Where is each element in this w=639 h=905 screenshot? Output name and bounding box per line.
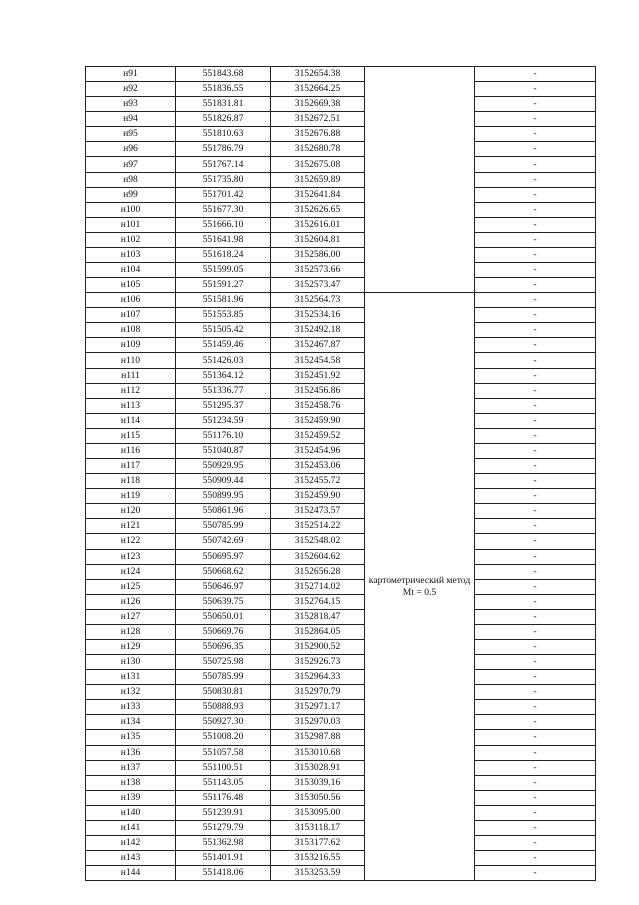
point-id-cell: н138 bbox=[86, 775, 176, 790]
point-id-cell: н127 bbox=[86, 609, 176, 624]
x-coordinate-cell: 551677.30 bbox=[176, 202, 271, 217]
table-row bbox=[86, 820, 596, 835]
mark-cell: - bbox=[475, 278, 596, 293]
table-row bbox=[86, 157, 596, 172]
point-id-cell: н101 bbox=[86, 217, 176, 232]
mark-cell: - bbox=[475, 760, 596, 775]
x-coordinate-cell: 550927.30 bbox=[176, 715, 271, 730]
point-id-cell: н114 bbox=[86, 413, 176, 428]
table-row bbox=[86, 670, 596, 685]
table-row bbox=[86, 202, 596, 217]
y-coordinate-cell: 3153095.00 bbox=[271, 805, 365, 820]
y-coordinate-cell: 3152451.92 bbox=[271, 368, 365, 383]
mark-cell: - bbox=[475, 670, 596, 685]
y-coordinate-cell: 3152664.25 bbox=[271, 82, 365, 97]
mark-cell: - bbox=[475, 443, 596, 458]
x-coordinate-cell: 551295.37 bbox=[176, 398, 271, 413]
x-coordinate-cell: 551666.10 bbox=[176, 217, 271, 232]
mark-cell: - bbox=[475, 142, 596, 157]
point-id-cell: н120 bbox=[86, 504, 176, 519]
table-row bbox=[86, 142, 596, 157]
x-coordinate-cell: 551143.05 bbox=[176, 775, 271, 790]
y-coordinate-cell: 3152987.88 bbox=[271, 730, 365, 745]
coordinates-table bbox=[85, 66, 596, 881]
mark-cell: - bbox=[475, 338, 596, 353]
y-coordinate-cell: 3152453.06 bbox=[271, 459, 365, 474]
y-coordinate-cell: 3152458.76 bbox=[271, 398, 365, 413]
point-id-cell: н144 bbox=[86, 866, 176, 881]
mark-cell: - bbox=[475, 519, 596, 534]
mark-cell: - bbox=[475, 851, 596, 866]
mark-cell: - bbox=[475, 112, 596, 127]
x-coordinate-cell: 551364.12 bbox=[176, 368, 271, 383]
table-row bbox=[86, 489, 596, 504]
x-coordinate-cell: 551239.91 bbox=[176, 805, 271, 820]
y-coordinate-cell: 3152900.52 bbox=[271, 639, 365, 654]
mark-cell: - bbox=[475, 263, 596, 278]
table-row bbox=[86, 127, 596, 142]
table-row bbox=[86, 594, 596, 609]
point-id-cell: н137 bbox=[86, 760, 176, 775]
y-coordinate-cell: 3152514.22 bbox=[271, 519, 365, 534]
y-coordinate-cell: 3152764.15 bbox=[271, 594, 365, 609]
table-row bbox=[86, 82, 596, 97]
y-coordinate-cell: 3152626.65 bbox=[271, 202, 365, 217]
point-id-cell: н97 bbox=[86, 157, 176, 172]
y-coordinate-cell: 3153216.55 bbox=[271, 851, 365, 866]
y-coordinate-cell: 3152659.89 bbox=[271, 172, 365, 187]
table-row bbox=[86, 579, 596, 594]
point-id-cell: н132 bbox=[86, 685, 176, 700]
point-id-cell: н110 bbox=[86, 353, 176, 368]
table-row bbox=[86, 474, 596, 489]
mark-cell: - bbox=[475, 639, 596, 654]
point-id-cell: н134 bbox=[86, 715, 176, 730]
y-coordinate-cell: 3152604.62 bbox=[271, 549, 365, 564]
table-row bbox=[86, 790, 596, 805]
x-coordinate-cell: 551505.42 bbox=[176, 323, 271, 338]
x-coordinate-cell: 550646.97 bbox=[176, 579, 271, 594]
x-coordinate-cell: 550861.96 bbox=[176, 504, 271, 519]
point-id-cell: н95 bbox=[86, 127, 176, 142]
y-coordinate-cell: 3152641.84 bbox=[271, 187, 365, 202]
y-coordinate-cell: 3153039.16 bbox=[271, 775, 365, 790]
y-coordinate-cell: 3153028.91 bbox=[271, 760, 365, 775]
mark-cell: - bbox=[475, 655, 596, 670]
point-id-cell: н123 bbox=[86, 549, 176, 564]
table-row bbox=[86, 263, 596, 278]
table-row bbox=[86, 172, 596, 187]
mark-cell: - bbox=[475, 534, 596, 549]
x-coordinate-cell: 551336.77 bbox=[176, 383, 271, 398]
point-id-cell: н140 bbox=[86, 805, 176, 820]
mark-cell: - bbox=[475, 866, 596, 881]
x-coordinate-cell: 551008.20 bbox=[176, 730, 271, 745]
y-coordinate-cell: 3153177.62 bbox=[271, 835, 365, 850]
table-row bbox=[86, 383, 596, 398]
y-coordinate-cell: 3152455.72 bbox=[271, 474, 365, 489]
mark-cell: - bbox=[475, 398, 596, 413]
x-coordinate-cell: 550650.01 bbox=[176, 609, 271, 624]
point-id-cell: н109 bbox=[86, 338, 176, 353]
table-row bbox=[86, 745, 596, 760]
mark-cell: - bbox=[475, 172, 596, 187]
point-id-cell: н135 bbox=[86, 730, 176, 745]
x-coordinate-cell: 550639.75 bbox=[176, 594, 271, 609]
x-coordinate-cell: 551581.96 bbox=[176, 293, 271, 308]
table-row bbox=[86, 353, 596, 368]
mark-cell: - bbox=[475, 504, 596, 519]
y-coordinate-cell: 3152604.81 bbox=[271, 232, 365, 247]
table-row bbox=[86, 308, 596, 323]
mark-cell: - bbox=[475, 428, 596, 443]
table-row bbox=[86, 368, 596, 383]
y-coordinate-cell: 3152473.57 bbox=[271, 504, 365, 519]
y-coordinate-cell: 3153010.68 bbox=[271, 745, 365, 760]
table-row bbox=[86, 247, 596, 262]
y-coordinate-cell: 3152672.51 bbox=[271, 112, 365, 127]
table-row bbox=[86, 504, 596, 519]
mark-cell: - bbox=[475, 549, 596, 564]
table-row bbox=[86, 655, 596, 670]
table-row bbox=[86, 398, 596, 413]
table-row bbox=[86, 564, 596, 579]
table-row bbox=[86, 805, 596, 820]
x-coordinate-cell: 551786.79 bbox=[176, 142, 271, 157]
x-coordinate-cell: 550669.76 bbox=[176, 624, 271, 639]
point-id-cell: н125 bbox=[86, 579, 176, 594]
mark-cell: - bbox=[475, 459, 596, 474]
point-id-cell: н126 bbox=[86, 594, 176, 609]
x-coordinate-cell: 551057.58 bbox=[176, 745, 271, 760]
x-coordinate-cell: 551426.03 bbox=[176, 353, 271, 368]
y-coordinate-cell: 3152573.47 bbox=[271, 278, 365, 293]
y-coordinate-cell: 3152964.33 bbox=[271, 670, 365, 685]
coordinates-table-body bbox=[86, 67, 596, 881]
y-coordinate-cell: 3152573.66 bbox=[271, 263, 365, 278]
mark-cell: - bbox=[475, 353, 596, 368]
x-coordinate-cell: 550696.35 bbox=[176, 639, 271, 654]
x-coordinate-cell: 551234.59 bbox=[176, 413, 271, 428]
mark-cell: - bbox=[475, 624, 596, 639]
point-id-cell: н93 bbox=[86, 97, 176, 112]
mark-cell: - bbox=[475, 67, 596, 82]
mark-cell: - bbox=[475, 715, 596, 730]
y-coordinate-cell: 3152454.58 bbox=[271, 353, 365, 368]
table-row bbox=[86, 851, 596, 866]
mark-cell: - bbox=[475, 293, 596, 308]
point-id-cell: н107 bbox=[86, 308, 176, 323]
y-coordinate-cell: 3152714.02 bbox=[271, 579, 365, 594]
y-coordinate-cell: 3152456.86 bbox=[271, 383, 365, 398]
mark-cell: - bbox=[475, 187, 596, 202]
x-coordinate-cell: 550785.99 bbox=[176, 670, 271, 685]
x-coordinate-cell: 550668.62 bbox=[176, 564, 271, 579]
y-coordinate-cell: 3152467.87 bbox=[271, 338, 365, 353]
x-coordinate-cell: 551553.85 bbox=[176, 308, 271, 323]
x-coordinate-cell: 550785.99 bbox=[176, 519, 271, 534]
x-coordinate-cell: 550725.98 bbox=[176, 655, 271, 670]
table-row bbox=[86, 232, 596, 247]
y-coordinate-cell: 3152616.01 bbox=[271, 217, 365, 232]
table-row bbox=[86, 293, 596, 308]
point-id-cell: н118 bbox=[86, 474, 176, 489]
table-row bbox=[86, 715, 596, 730]
point-id-cell: н122 bbox=[86, 534, 176, 549]
table-row bbox=[86, 519, 596, 534]
mark-cell: - bbox=[475, 247, 596, 262]
table-row bbox=[86, 338, 596, 353]
mark-cell: - bbox=[475, 489, 596, 504]
x-coordinate-cell: 551401.91 bbox=[176, 851, 271, 866]
y-coordinate-cell: 3152680.78 bbox=[271, 142, 365, 157]
point-id-cell: н100 bbox=[86, 202, 176, 217]
x-coordinate-cell: 550909.44 bbox=[176, 474, 271, 489]
table-row bbox=[86, 443, 596, 458]
method-cell-blank bbox=[365, 67, 475, 293]
y-coordinate-cell: 3152971.17 bbox=[271, 700, 365, 715]
mark-cell: - bbox=[475, 157, 596, 172]
point-id-cell: н92 bbox=[86, 82, 176, 97]
y-coordinate-cell: 3153253.59 bbox=[271, 866, 365, 881]
point-id-cell: н130 bbox=[86, 655, 176, 670]
mark-cell: - bbox=[475, 579, 596, 594]
point-id-cell: н133 bbox=[86, 700, 176, 715]
y-coordinate-cell: 3152534.16 bbox=[271, 308, 365, 323]
table-row bbox=[86, 278, 596, 293]
point-id-cell: н141 bbox=[86, 820, 176, 835]
x-coordinate-cell: 551459.46 bbox=[176, 338, 271, 353]
y-coordinate-cell: 3152864.05 bbox=[271, 624, 365, 639]
point-id-cell: н102 bbox=[86, 232, 176, 247]
point-id-cell: н105 bbox=[86, 278, 176, 293]
mark-cell: - bbox=[475, 413, 596, 428]
mark-cell: - bbox=[475, 730, 596, 745]
point-id-cell: н113 bbox=[86, 398, 176, 413]
table-row bbox=[86, 217, 596, 232]
mark-cell: - bbox=[475, 564, 596, 579]
mark-cell: - bbox=[475, 383, 596, 398]
point-id-cell: н142 bbox=[86, 835, 176, 850]
table-row bbox=[86, 624, 596, 639]
x-coordinate-cell: 551100.51 bbox=[176, 760, 271, 775]
mark-cell: - bbox=[475, 217, 596, 232]
x-coordinate-cell: 550695.97 bbox=[176, 549, 271, 564]
point-id-cell: н124 bbox=[86, 564, 176, 579]
mark-cell: - bbox=[475, 685, 596, 700]
x-coordinate-cell: 551618.24 bbox=[176, 247, 271, 262]
y-coordinate-cell: 3152970.03 bbox=[271, 715, 365, 730]
x-coordinate-cell: 551279.79 bbox=[176, 820, 271, 835]
y-coordinate-cell: 3152454.96 bbox=[271, 443, 365, 458]
y-coordinate-cell: 3152926.73 bbox=[271, 655, 365, 670]
mark-cell: - bbox=[475, 97, 596, 112]
point-id-cell: н106 bbox=[86, 293, 176, 308]
point-id-cell: н119 bbox=[86, 489, 176, 504]
y-coordinate-cell: 3152676.88 bbox=[271, 127, 365, 142]
table-row bbox=[86, 549, 596, 564]
y-coordinate-cell: 3152459.90 bbox=[271, 413, 365, 428]
x-coordinate-cell: 550899.95 bbox=[176, 489, 271, 504]
y-coordinate-cell: 3152586.00 bbox=[271, 247, 365, 262]
mark-cell: - bbox=[475, 368, 596, 383]
table-row bbox=[86, 112, 596, 127]
point-id-cell: н128 bbox=[86, 624, 176, 639]
table-row bbox=[86, 459, 596, 474]
y-coordinate-cell: 3152656.28 bbox=[271, 564, 365, 579]
table-row bbox=[86, 413, 596, 428]
x-coordinate-cell: 551836.55 bbox=[176, 82, 271, 97]
y-coordinate-cell: 3152564.73 bbox=[271, 293, 365, 308]
mark-cell: - bbox=[475, 474, 596, 489]
mark-cell: - bbox=[475, 835, 596, 850]
point-id-cell: н136 bbox=[86, 745, 176, 760]
table-row bbox=[86, 835, 596, 850]
mark-cell: - bbox=[475, 323, 596, 338]
table-row bbox=[86, 866, 596, 881]
x-coordinate-cell: 550830.81 bbox=[176, 685, 271, 700]
x-coordinate-cell: 551831.81 bbox=[176, 97, 271, 112]
mark-cell: - bbox=[475, 700, 596, 715]
table-row bbox=[86, 428, 596, 443]
table-row bbox=[86, 760, 596, 775]
mark-cell: - bbox=[475, 745, 596, 760]
x-coordinate-cell: 551810.63 bbox=[176, 127, 271, 142]
point-id-cell: н98 bbox=[86, 172, 176, 187]
x-coordinate-cell: 551418.06 bbox=[176, 866, 271, 881]
y-coordinate-cell: 3153118.17 bbox=[271, 820, 365, 835]
x-coordinate-cell: 551040.87 bbox=[176, 443, 271, 458]
point-id-cell: н115 bbox=[86, 428, 176, 443]
y-coordinate-cell: 3152675.08 bbox=[271, 157, 365, 172]
x-coordinate-cell: 551591.27 bbox=[176, 278, 271, 293]
point-id-cell: н117 bbox=[86, 459, 176, 474]
x-coordinate-cell: 550929.95 bbox=[176, 459, 271, 474]
x-coordinate-cell: 551599.05 bbox=[176, 263, 271, 278]
point-id-cell: н91 bbox=[86, 67, 176, 82]
mark-cell: - bbox=[475, 127, 596, 142]
mark-cell: - bbox=[475, 805, 596, 820]
x-coordinate-cell: 551641.98 bbox=[176, 232, 271, 247]
x-coordinate-cell: 551843.68 bbox=[176, 67, 271, 82]
mark-cell: - bbox=[475, 202, 596, 217]
y-coordinate-cell: 3152459.52 bbox=[271, 428, 365, 443]
point-id-cell: н116 bbox=[86, 443, 176, 458]
table-row bbox=[86, 609, 596, 624]
y-coordinate-cell: 3152654.38 bbox=[271, 67, 365, 82]
point-id-cell: н112 bbox=[86, 383, 176, 398]
point-id-cell: н96 bbox=[86, 142, 176, 157]
mark-cell: - bbox=[475, 790, 596, 805]
mark-cell: - bbox=[475, 308, 596, 323]
point-id-cell: н143 bbox=[86, 851, 176, 866]
table-row bbox=[86, 730, 596, 745]
table-row bbox=[86, 685, 596, 700]
point-id-cell: н129 bbox=[86, 639, 176, 654]
y-coordinate-cell: 3152459.90 bbox=[271, 489, 365, 504]
table-row bbox=[86, 534, 596, 549]
x-coordinate-cell: 551735.80 bbox=[176, 172, 271, 187]
mark-cell: - bbox=[475, 594, 596, 609]
x-coordinate-cell: 550742.69 bbox=[176, 534, 271, 549]
point-id-cell: н139 bbox=[86, 790, 176, 805]
y-coordinate-cell: 3152970.79 bbox=[271, 685, 365, 700]
point-id-cell: н108 bbox=[86, 323, 176, 338]
mark-cell: - bbox=[475, 820, 596, 835]
y-coordinate-cell: 3152548.02 bbox=[271, 534, 365, 549]
table-row bbox=[86, 97, 596, 112]
table-row bbox=[86, 639, 596, 654]
mark-cell: - bbox=[475, 775, 596, 790]
method-description-cell: картометрический метод Mt = 0.5 bbox=[365, 293, 475, 881]
y-coordinate-cell: 3153050.56 bbox=[271, 790, 365, 805]
table-row bbox=[86, 700, 596, 715]
table-row bbox=[86, 187, 596, 202]
x-coordinate-cell: 551176.48 bbox=[176, 790, 271, 805]
mark-cell: - bbox=[475, 232, 596, 247]
point-id-cell: н131 bbox=[86, 670, 176, 685]
y-coordinate-cell: 3152492.18 bbox=[271, 323, 365, 338]
x-coordinate-cell: 551767.14 bbox=[176, 157, 271, 172]
table-row bbox=[86, 67, 596, 82]
point-id-cell: н94 bbox=[86, 112, 176, 127]
mark-cell: - bbox=[475, 609, 596, 624]
point-id-cell: н103 bbox=[86, 247, 176, 262]
point-id-cell: н121 bbox=[86, 519, 176, 534]
y-coordinate-cell: 3152818.47 bbox=[271, 609, 365, 624]
y-coordinate-cell: 3152669.38 bbox=[271, 97, 365, 112]
mark-cell: - bbox=[475, 82, 596, 97]
point-id-cell: н99 bbox=[86, 187, 176, 202]
x-coordinate-cell: 551362.98 bbox=[176, 835, 271, 850]
x-coordinate-cell: 551176.10 bbox=[176, 428, 271, 443]
table-row bbox=[86, 323, 596, 338]
x-coordinate-cell: 551826.87 bbox=[176, 112, 271, 127]
point-id-cell: н104 bbox=[86, 263, 176, 278]
table-row bbox=[86, 775, 596, 790]
x-coordinate-cell: 550888.93 bbox=[176, 700, 271, 715]
x-coordinate-cell: 551701.42 bbox=[176, 187, 271, 202]
point-id-cell: н111 bbox=[86, 368, 176, 383]
